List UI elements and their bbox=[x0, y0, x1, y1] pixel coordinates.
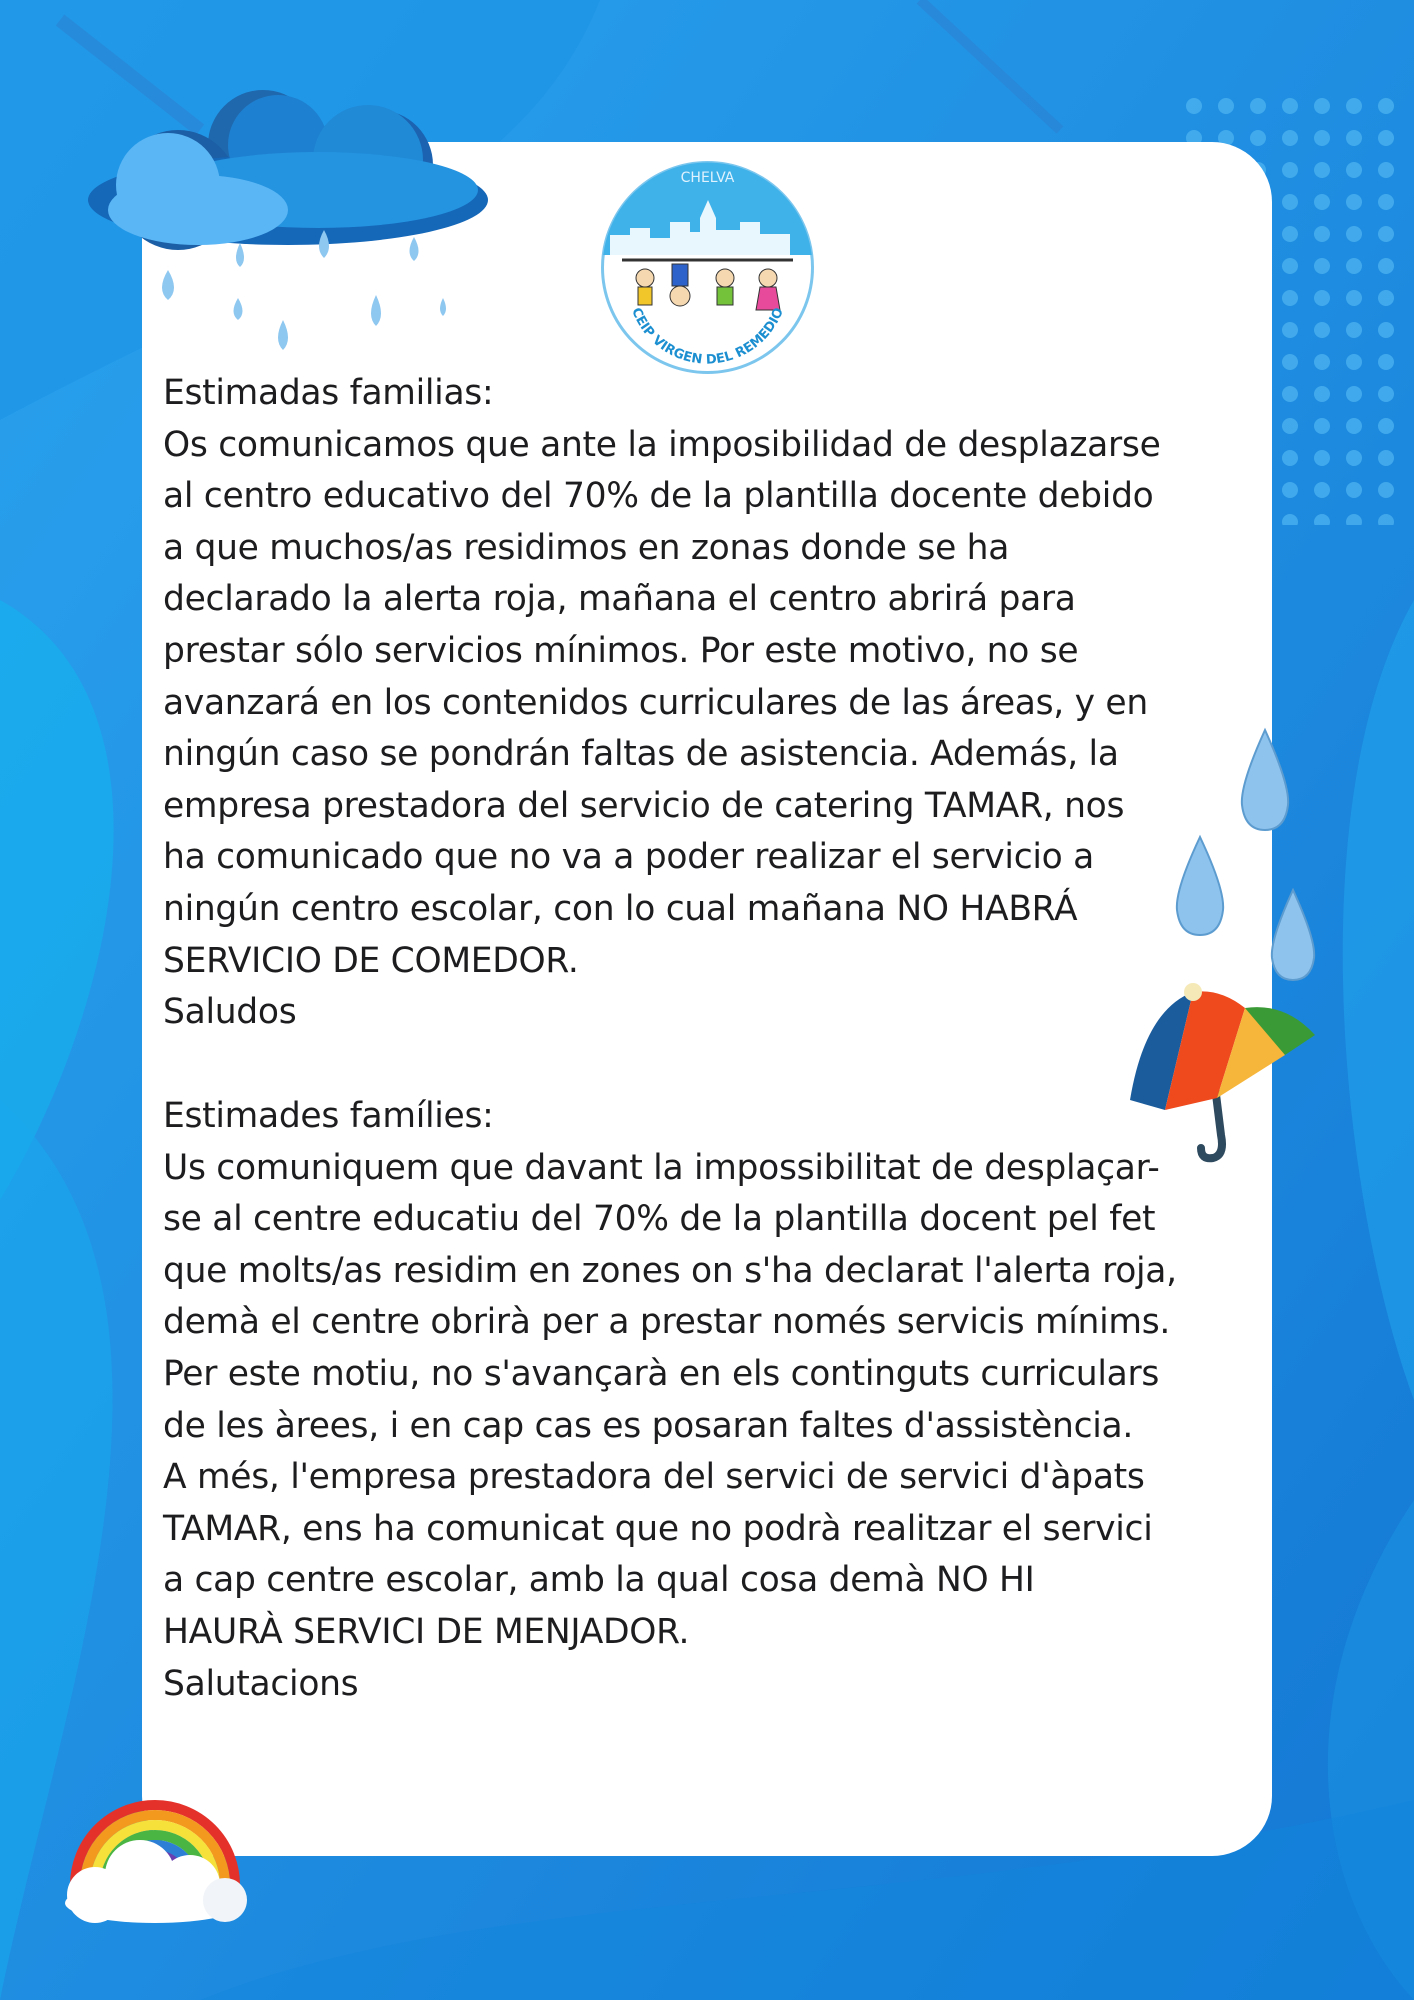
body-line: ningún centro escolar, con lo cual mañana NO HABRÁ bbox=[163, 888, 1078, 929]
rain-cloud-icon bbox=[88, 70, 508, 360]
body-line: al centro educativo del 70% de la plantilla docente debido bbox=[163, 476, 1154, 517]
closing-ca: Salutacions bbox=[163, 1663, 359, 1704]
body-line: prestar sólo servicios mínimos. Por este motivo, no se bbox=[163, 630, 1079, 671]
body-line: A més, l'empresa prestadora del servici de servici d'àpats bbox=[163, 1457, 1145, 1498]
body-line: declarado la alerta roja, mañana el centro abrirá para bbox=[163, 579, 1076, 620]
body-line: ningún caso se pondrán faltas de asistencia. Además, la bbox=[163, 734, 1119, 775]
body-line: avanzará en los contenidos curriculares de las áreas, y en bbox=[163, 682, 1148, 723]
body-line: de les àrees, i en cap cas es posaran faltes d'assistència. bbox=[163, 1405, 1134, 1446]
body-line: empresa prestadora del servicio de catering TAMAR, nos bbox=[163, 785, 1125, 826]
notice-valencian bbox=[163, 1091, 1223, 1710]
body-line: que molts/as residim en zones on s'ha declarat l'alerta roja, bbox=[163, 1250, 1177, 1291]
body-line: Us comuniquem que davant la impossibilitat de desplaçar- bbox=[163, 1147, 1160, 1188]
body-line: Os comunicamos que ante la imposibilidad de desplazarse bbox=[163, 424, 1161, 465]
greeting-ca: Estimades famílies: bbox=[163, 1096, 494, 1136]
notice-spanish bbox=[163, 368, 1223, 1039]
logo-bottom-text: CEIP VIRGEN DEL REMEDIO bbox=[628, 305, 787, 368]
closing-es: Saludos bbox=[163, 992, 297, 1033]
body-line: a que muchos/as residimos en zonas donde se ha bbox=[163, 527, 1010, 568]
body-line: Per este motiu, no s'avançarà en els continguts curriculars bbox=[163, 1353, 1160, 1394]
greeting-es: Estimadas familias: bbox=[163, 373, 494, 413]
logo-top-text: CHELVA bbox=[680, 170, 735, 186]
body-line: ha comunicado que no va a poder realizar el servicio a bbox=[163, 837, 1094, 878]
rainbow-icon bbox=[45, 1755, 270, 1925]
body-line: HAURÀ SERVICI DE MENJADOR. bbox=[163, 1611, 690, 1652]
school-logo bbox=[600, 160, 815, 375]
body-line: TAMAR, ens ha comunicat que no podrà realitzar el servici bbox=[163, 1508, 1153, 1549]
body-line: demà el centre obrirà per a prestar només servicis mínims. bbox=[163, 1302, 1171, 1343]
body-line: se al centre educatiu del 70% de la plantilla docent pel fet bbox=[163, 1199, 1156, 1240]
body-line: SERVICIO DE COMEDOR. bbox=[163, 940, 579, 981]
body-line: a cap centre escolar, amb la qual cosa demà NO HI bbox=[163, 1560, 1035, 1601]
